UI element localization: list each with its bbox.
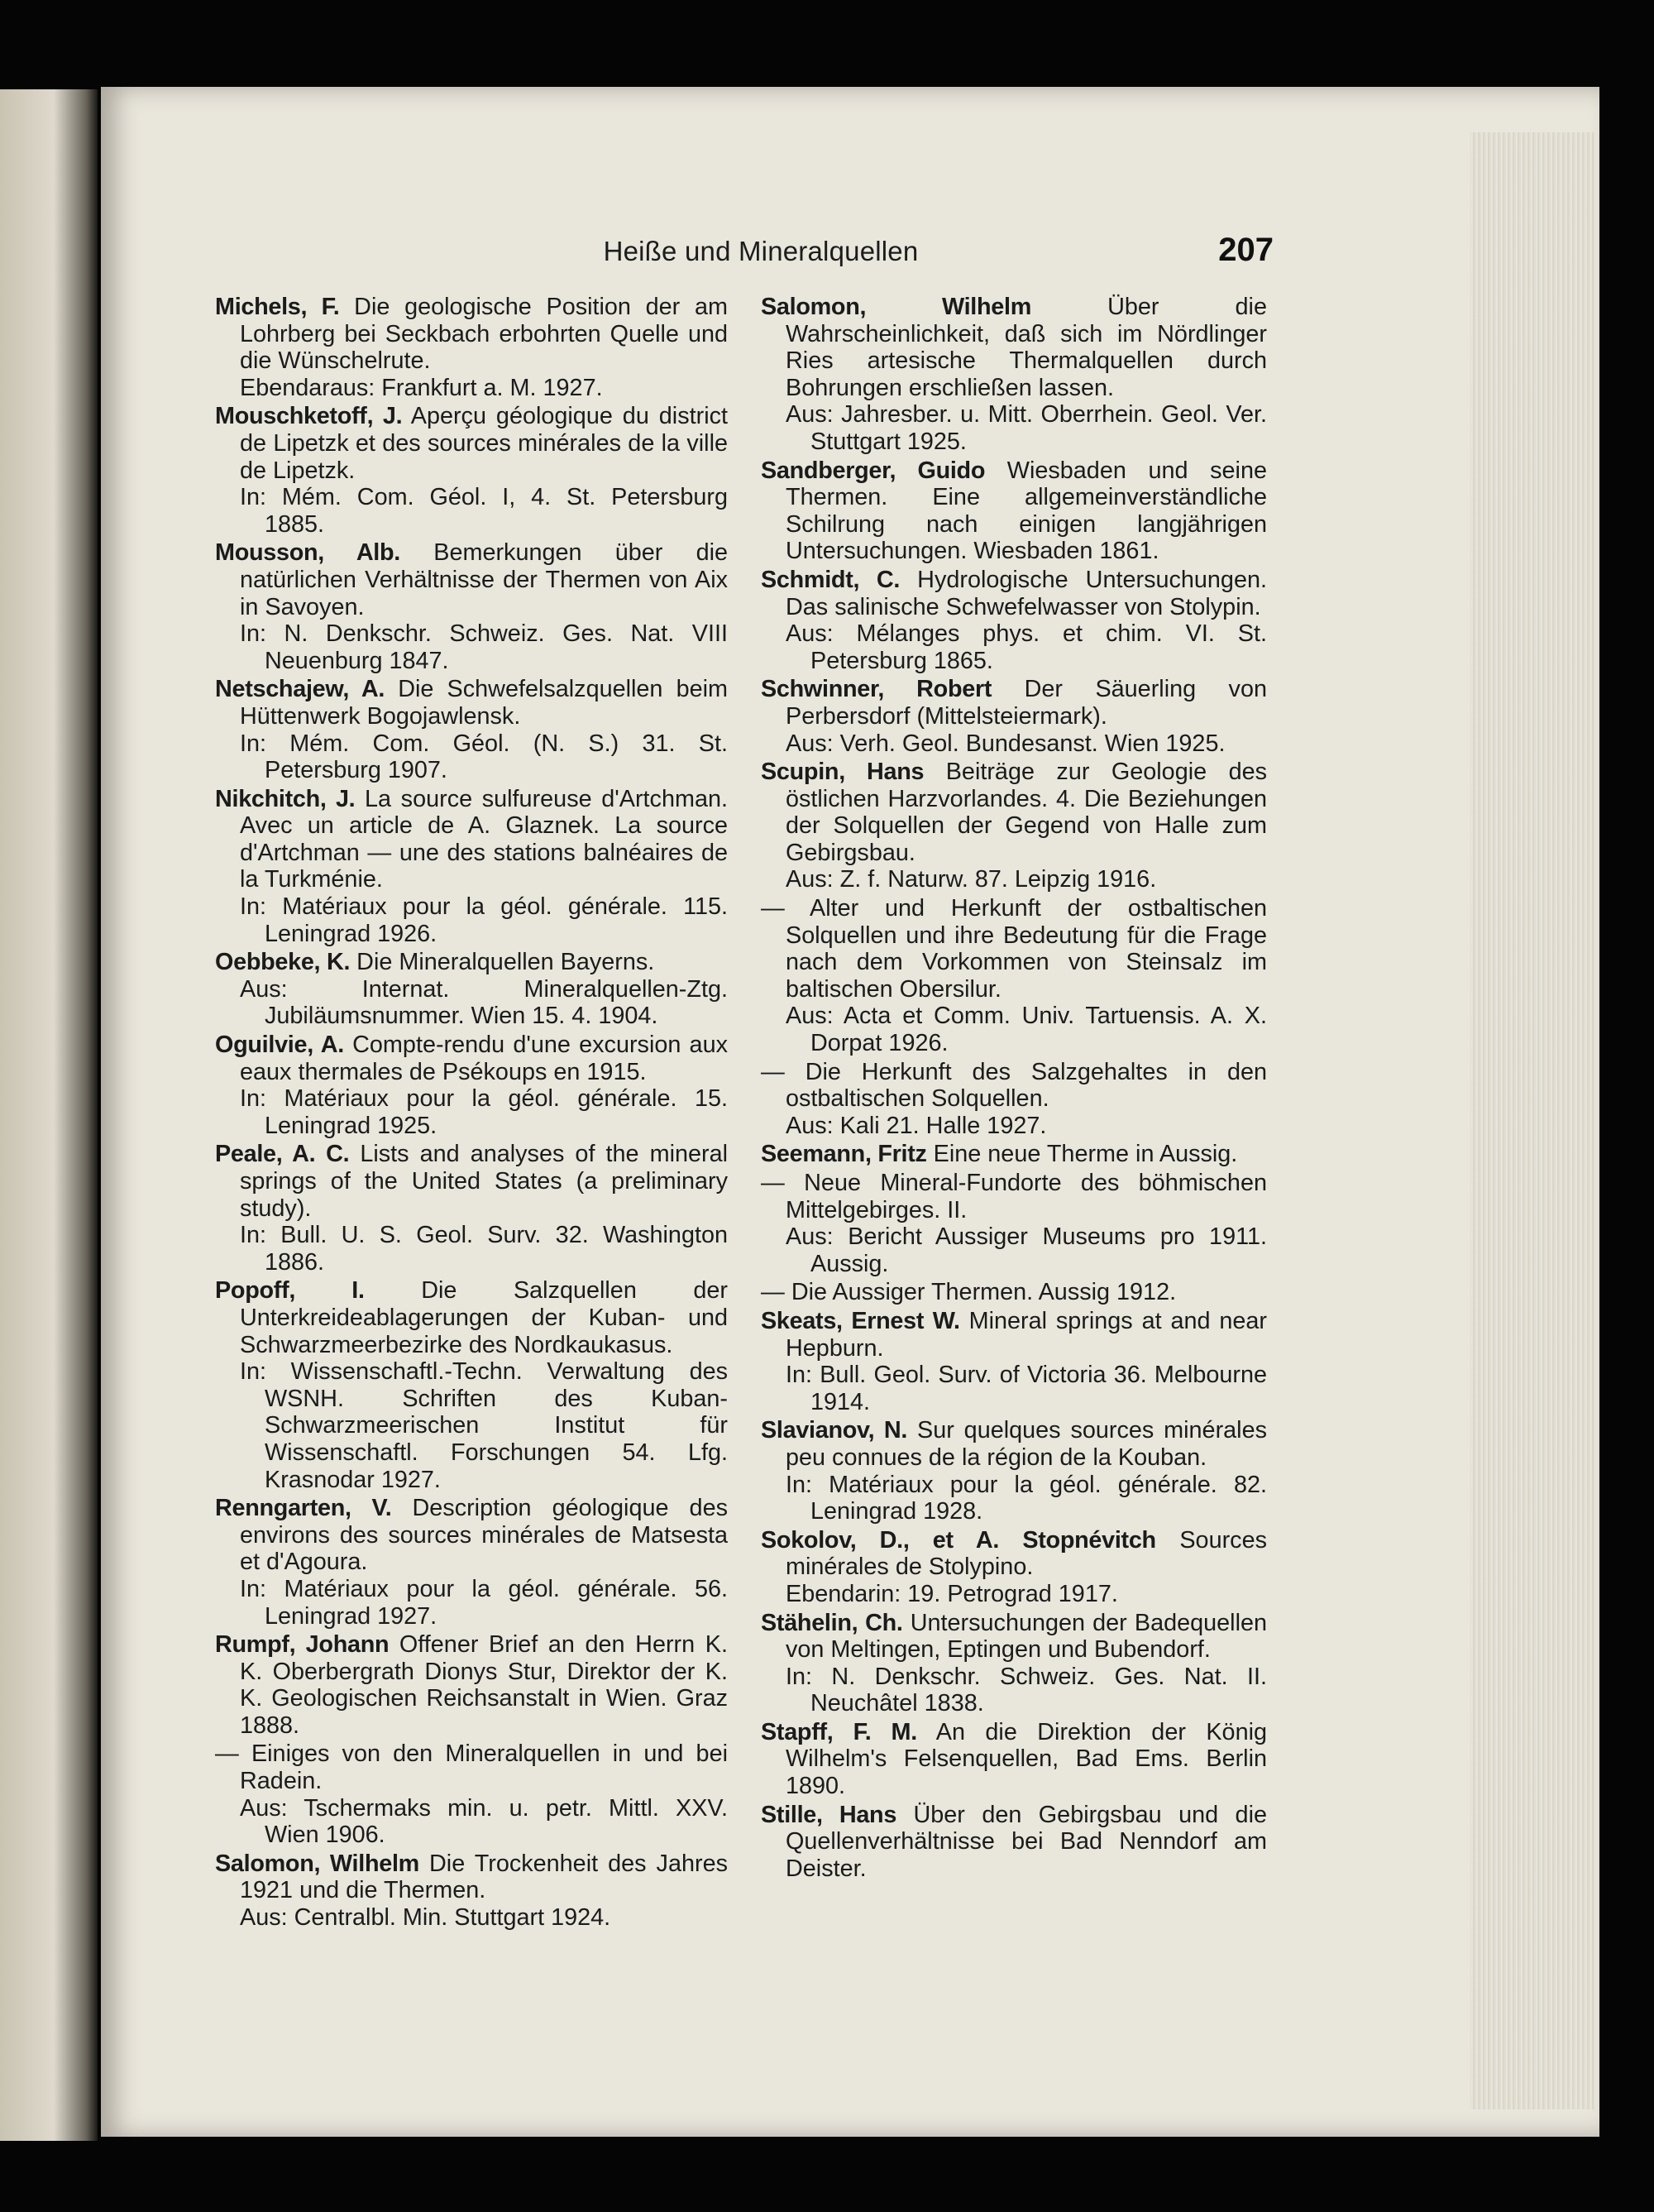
bibliography-entry — [761, 567, 1267, 674]
bibliography-entry — [761, 1719, 1267, 1800]
entry-source: Aus: Verh. Geol. Bundesanst. Wien 1925. — [786, 730, 1226, 757]
bibliography-entry — [215, 539, 728, 674]
entry-citation — [761, 1059, 1267, 1113]
entry-citation — [761, 1610, 1267, 1664]
entry-author: Stille, Hans — [761, 1801, 897, 1828]
entry-author: Stähelin, Ch. — [761, 1609, 903, 1636]
entry-title: Die Trockenheit des Jahres 1921 und die Thermen. — [240, 1850, 728, 1904]
entry-title: Description géologique des environs des sources minérales de Matsesta et d'Agoura. — [240, 1495, 728, 1576]
entry-title: Alter und Herkunft der ostbaltischen Solquellen und ihre Bedeutung für die Frage nach dem Vorkommen von Steinsalz im baltischen Obersilur. — [786, 895, 1267, 1003]
entry-citation — [215, 949, 728, 976]
entry-source: In: Mém. Com. Géol. I, 4. St. Petersburg 1885. — [240, 484, 728, 538]
entry-title: Die Herkunft des Salzgehaltes in den ostbaltischen Solquellen. — [786, 1058, 1267, 1113]
entry-author: Mousson, Alb. — [215, 539, 401, 567]
entry-source: Aus: Z. f. Naturw. 87. Leipzig 1916. — [786, 866, 1157, 893]
entry-title: Die Mineralquellen Bayerns. — [356, 949, 655, 976]
entry-author: Nikchitch, J. — [215, 785, 356, 812]
entry-citation — [215, 294, 728, 375]
entry-citation — [761, 1417, 1267, 1471]
bibliography-entry — [761, 895, 1267, 1057]
entry-title: Wiesbaden und seine Thermen. Eine allgemeinverständliche Schilrung nach einigen langjährigen Untersuchungen. Wiesbaden 1861. — [786, 457, 1267, 565]
entry-title: Der Säuerling von Perbersdorf (Mittelsteiermark). — [786, 676, 1267, 730]
entry-citation — [215, 403, 728, 484]
entry-author: Schwinner, Robert — [761, 676, 992, 703]
entry-citation — [761, 1527, 1267, 1581]
entry-citation — [215, 1740, 728, 1794]
entry-source: Aus: Centralbl. Min. Stuttgart 1924. — [240, 1904, 611, 1932]
bibliography-entry — [761, 1417, 1267, 1525]
entry-title: Untersuchungen der Badequellen von Meltingen, Eptingen und Bubendorf. — [786, 1609, 1267, 1664]
entry-title: Sources minérales de Stolypino. — [786, 1526, 1267, 1581]
bibliography-entry — [215, 786, 728, 948]
entry-author: Michels, F. — [215, 294, 340, 320]
entry-author: Peale, A. C. — [215, 1141, 350, 1168]
entry-citation — [761, 1802, 1267, 1883]
entry-title: Sur quelques sources minérales peu connues de la région de la Kouban. — [786, 1417, 1267, 1471]
entry-title: Mineral springs at and near Hepburn. — [786, 1307, 1268, 1362]
entry-citation — [761, 676, 1267, 730]
entry-source: In: Matériaux pour la géol. générale. 82. Leningrad 1928. — [786, 1471, 1267, 1525]
bibliography-entry — [215, 1631, 728, 1739]
entry-source: Aus: Kali 21. Halle 1927. — [786, 1112, 1047, 1139]
entry-author: Rumpf, Johann — [215, 1631, 390, 1659]
entry-title: Die Schwefelsalzquellen beim Hüttenwerk Bogojawlensk. — [240, 676, 728, 730]
entry-author: Salomon, Wilhelm — [761, 294, 1031, 320]
page-stack-edges — [1470, 132, 1594, 2109]
entry-citation — [761, 567, 1267, 620]
entry-title: Beiträge zur Geologie des östlichen Harzvorlandes. 4. Die Beziehungen der Solquellen der Gegend von Halle zum Gebirgsbau. — [786, 759, 1267, 866]
bibliography-entry — [761, 1279, 1267, 1306]
entry-citation — [761, 1141, 1267, 1168]
entry-author: Scupin, Hans — [761, 759, 925, 786]
bibliography-entry — [761, 1141, 1267, 1168]
bibliography-entry — [761, 1802, 1267, 1883]
entry-author: Salomon, Wilhelm — [215, 1850, 419, 1877]
bibliography-column-right — [761, 294, 1267, 1884]
entry-citation — [761, 1279, 1267, 1306]
entry-title: Neue Mineral-Fundorte des böhmischen Mittelgebirges. II. — [786, 1170, 1267, 1223]
entry-title: Die geologische Position der am Lohrberg bei Seckbach erbohrten Quelle und die Wünschelrute. — [240, 294, 728, 375]
bibliography-entry — [761, 1308, 1267, 1415]
entry-author: Popoff, I. — [215, 1277, 365, 1305]
entry-title: Compte-rendu d'une excursion aux eaux thermales de Psékoups en 1915. — [240, 1032, 728, 1085]
adjacent-page-edge — [0, 89, 98, 2141]
entry-author: Stapff, F. M. — [761, 1718, 917, 1745]
entry-citation — [761, 759, 1267, 866]
entry-citation — [215, 1631, 728, 1739]
entry-source: Aus: Tschermaks min. u. petr. Mittl. XXV. Wien 1906. — [240, 1794, 728, 1849]
bibliography-entry — [761, 1170, 1267, 1277]
entry-source: In: Matériaux pour la géol. générale. 15. Leningrad 1925. — [240, 1085, 728, 1139]
entry-title: Einiges von den Mineralquellen in und bei Radein. — [240, 1740, 728, 1795]
entry-citation — [215, 1277, 728, 1358]
bibliography-entry — [215, 294, 728, 401]
entry-citation — [761, 1170, 1267, 1223]
entry-source: In: Wissenschaftl.-Techn. Verwaltung des WSNH. Schriften des Kuban-Schwarzmeerischen Institut für Wissenschaftl. Forschungen 54. Lfg. Krasnodar 1927. — [240, 1358, 728, 1493]
bibliography-entry — [761, 759, 1267, 893]
entry-author: Slavianov, N. — [761, 1417, 908, 1444]
entry-author: Sokolov, D., et A. Stopnévitch — [761, 1526, 1156, 1554]
entry-title: An die Direktion der König Wilhelm's Felsenquellen, Bad Ems. Berlin 1890. — [786, 1718, 1267, 1800]
entry-source: Ebendarin: 19. Petrograd 1917. — [786, 1580, 1118, 1607]
entry-author: — — [761, 1058, 785, 1085]
bibliography-entry — [215, 1740, 728, 1848]
bibliography-entry — [761, 1059, 1267, 1140]
entry-citation — [215, 1141, 728, 1222]
bibliography-entry — [761, 676, 1267, 757]
entry-author: — — [215, 1740, 239, 1768]
entry-author: Netschajew, A. — [215, 676, 385, 703]
entry-title: Offener Brief an den Herrn K. K. Oberbergrath Dionys Stur, Direktor der K. K. Geologischen Reichsanstalt in Wien. Graz 1888. — [240, 1631, 728, 1739]
entry-author: — — [761, 1279, 785, 1306]
bibliography-entry — [215, 1141, 728, 1276]
entry-source: In: Matériaux pour la géol. générale. 56. Leningrad 1927. — [240, 1575, 728, 1630]
entry-citation — [761, 1308, 1267, 1362]
entry-title: Bemerkungen über die natürlichen Verhältnisse der Thermen von Aix in Savoyen. — [240, 539, 728, 620]
bibliography-entry — [215, 1032, 728, 1139]
entry-citation — [761, 294, 1267, 401]
entry-source: In: Bull. Geol. Surv. of Victoria 36. Melbourne 1914. — [786, 1362, 1267, 1415]
entry-title: Lists and analyses of the mineral springs of the United States (a preliminary study). — [240, 1141, 728, 1222]
entry-author: — — [761, 895, 785, 922]
entry-author: — — [761, 1170, 785, 1196]
entry-source: Aus: Jahresber. u. Mitt. Oberrhein. Geol. Ver. Stuttgart 1925. — [786, 401, 1267, 455]
running-header: Heiße und Mineralquellen — [603, 236, 919, 266]
entry-author: Oguilvie, A. — [215, 1032, 344, 1059]
entry-citation — [215, 539, 728, 620]
bibliography-entry — [215, 1851, 728, 1932]
entry-title: La source sulfureuse d'Artchman. Avec un article de A. Glaznek. La source d'Artchman — une des stations balnéaires de la Turkménie. — [240, 785, 728, 893]
entry-author: Sandberger, Guido — [761, 457, 986, 484]
entry-source: In: Matériaux pour la géol. générale. 115. Leningrad 1926. — [240, 893, 728, 947]
entry-title: Über die Wahrscheinlichkeit, daß sich im Nördlinger Ries artesische Thermalquellen durch Bohrungen erschließen lassen. — [786, 294, 1267, 401]
entry-citation — [215, 1851, 728, 1904]
bibliography-entry — [215, 1495, 728, 1630]
page-number: 207 — [1218, 232, 1274, 268]
entry-source: Ebendaraus: Frankfurt a. M. 1927. — [240, 374, 603, 401]
entry-source: Aus: Acta et Comm. Univ. Tartuensis. A. X. Dorpat 1926. — [786, 1003, 1267, 1057]
entry-citation — [761, 895, 1267, 1003]
entry-citation — [761, 457, 1267, 565]
bibliography-entry — [761, 1610, 1267, 1717]
entry-citation — [215, 1495, 728, 1576]
entry-source: In: N. Denkschr. Schweiz. Ges. Nat. II. Neuchâtel 1838. — [786, 1663, 1267, 1717]
entry-citation — [215, 1032, 728, 1085]
entry-source: In: Bull. U. S. Geol. Surv. 32. Washington 1886. — [240, 1222, 728, 1276]
entry-author: Oebbeke, K. — [215, 949, 351, 976]
entry-source: Aus: Mélanges phys. et chim. VI. St. Petersburg 1865. — [786, 620, 1267, 674]
bibliography-entry — [215, 403, 728, 538]
entry-title: Die Salzquellen der Unterkreideablagerungen der Kuban- und Schwarzmeerbezirke des Nordkaukasus. — [240, 1277, 728, 1358]
entry-citation — [215, 786, 728, 893]
entry-source: In: Mém. Com. Géol. (N. S.) 31. St. Petersburg 1907. — [240, 730, 728, 784]
entry-source: In: N. Denkschr. Schweiz. Ges. Nat. VIII Neuenburg 1847. — [240, 620, 728, 674]
entry-title: Hydrologische Untersuchungen. Das salinische Schwefelwasser von Stolypin. — [786, 566, 1267, 620]
bibliography-entry — [215, 1277, 728, 1493]
entry-title: Eine neue Therme in Aussig. — [933, 1141, 1238, 1168]
entry-citation — [215, 676, 728, 730]
bibliography-entry — [761, 1527, 1267, 1608]
entry-author: Schmidt, C. — [761, 566, 901, 593]
bibliography-entry — [761, 294, 1267, 456]
bibliography-column-left — [215, 294, 728, 1933]
entry-title: Die Aussiger Thermen. Aussig 1912. — [791, 1279, 1177, 1306]
entry-author: Skeats, Ernest W. — [761, 1307, 960, 1334]
entry-author: Renngarten, V. — [215, 1495, 392, 1522]
entry-citation — [761, 1719, 1267, 1800]
entry-title: Über den Gebirgsbau und die Quellenverhältnisse bei Bad Nenndorf am Deister. — [786, 1801, 1267, 1882]
entry-title: Aperçu géologique du district de Lipetzk et des sources minérales de la ville de Lipetzk. — [240, 403, 728, 484]
bibliography-entry — [761, 457, 1267, 565]
bibliography-entry — [215, 949, 728, 1030]
entry-source: Aus: Internat. Mineralquellen-Ztg. Jubiläumsnummer. Wien 15. 4. 1904. — [240, 975, 728, 1030]
entry-author: Seemann, Fritz — [761, 1141, 927, 1168]
bibliography-entry — [215, 676, 728, 783]
entry-author: Mouschketoff, J. — [215, 403, 403, 430]
entry-source: Aus: Bericht Aussiger Museums pro 1911. Aussig. — [786, 1223, 1267, 1277]
